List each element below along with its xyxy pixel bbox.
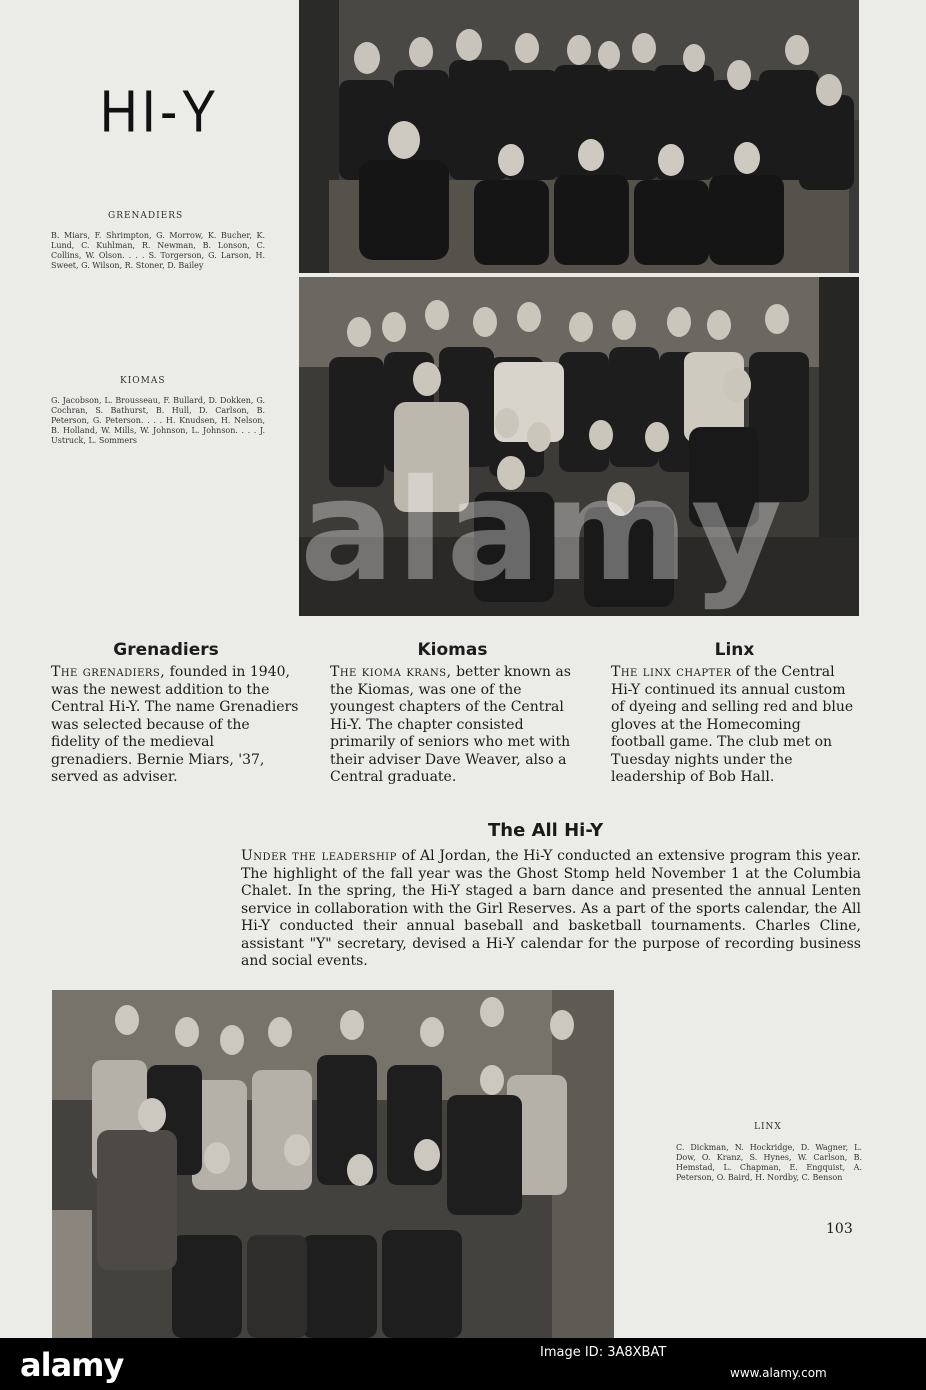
website-url: www.alamy.com xyxy=(730,1366,827,1380)
grenadiers-text: founded in 1940, was the newest addition to the Central Hi-Y. The name Grenadiers was selected because of the fidelity of the medieval grenadiers. Bernie Miars, '37, served as adviser. xyxy=(51,664,299,785)
kiomas-caption-names: G. Jacobson, L. Brousseau, F. Bullard, D. Dokken, G. Cochran, S. Bathurst, B. Hull, D. Carlson, B. Peterson, G. Peterson. . . . H. Knudsen, H. Nelson, B. Holland, W. Mills, W. Johnson, L. Johnson. . . . J. Ustruck, L. Sommers xyxy=(51,396,265,445)
grenadiers-group-photo xyxy=(299,0,859,273)
linx-heading: Linx xyxy=(714,640,755,660)
alamy-logo: alamy xyxy=(20,1346,124,1384)
linx-caption-heading: LINX xyxy=(754,1122,782,1132)
linx-group-photo xyxy=(52,990,614,1338)
kiomas-text: better known as the Kiomas, was one of the youngest chapters of the Central Hi-Y. The chapter consisted primarily of seniors who met with their adviser Dave Weaver, also a Central graduate. xyxy=(330,664,571,785)
image-id: Image ID: 3A8XBAT xyxy=(540,1345,667,1360)
page-title: HI-Y xyxy=(100,78,220,146)
linx-text: of the Central Hi-Y continued its annual custom of dyeing and selling red and blue gloves at the Homecoming football game. The club met on Tuesday nights under the leadership of Bob Hall. xyxy=(611,664,854,785)
grenadiers-paragraph xyxy=(51,664,299,787)
grenadiers-heading: Grenadiers xyxy=(113,640,219,660)
all-hiy-text: of Al Jordan, the Hi-Y conducted an extensive program this year. The highlight of the fall year was the Ghost Stomp held November 1 at the Columbia Chalet. In the spring, the Hi-Y staged a barn dance and presented the annual Lenten service in collaboration with the Girl Reserves. As a part of the sports calendar, the All Hi-Y conducted their annual baseball and basketball tournaments. Charles Cline, assistant "Y" secretary, devised a Hi-Y calendar for the purpose of recording business and social events. xyxy=(241,848,862,969)
grenadiers-caption-names: B. Miars, F. Shrimpton, G. Morrow, K. Bucher, K. Lund, C. Kuhlman, R. Newman, B. Lonson, C. Collins, W. Olson. . . . S. Torgerson, G. Larson, H. Sweet, G. Wilson, R. Stoner, D. Bailey xyxy=(51,231,265,270)
kiomas-heading: Kiomas xyxy=(417,640,488,660)
kiomas-lead: The kioma krans, xyxy=(330,664,452,680)
linx-caption-names: C. Dickman, N. Hockridge, D. Wagner, L. Dow, O. Kranz, S. Hynes, W. Carlson, B. Hemstad, L. Chapman, E. Engquist, A. Peterson, O. Baird, H. Nordby, C. Benson xyxy=(676,1143,862,1182)
grenadiers-lead: The grenadiers, xyxy=(51,664,166,680)
page-number: 103 xyxy=(826,1221,853,1237)
linx-paragraph xyxy=(611,664,859,787)
linx-lead: The linx chapter xyxy=(611,664,732,680)
kiomas-group-photo xyxy=(299,277,859,616)
all-hiy-lead: Under the leadership xyxy=(241,848,397,864)
watermark: alamy xyxy=(300,450,785,613)
all-hiy-heading: The All Hi-Y xyxy=(488,820,604,841)
kiomas-paragraph xyxy=(330,664,578,787)
grenadiers-caption-heading: GRENADIERS xyxy=(108,211,184,221)
all-hiy-paragraph xyxy=(241,848,861,971)
kiomas-caption-heading: KIOMAS xyxy=(120,376,166,386)
stock-footer-bar xyxy=(0,1338,926,1390)
